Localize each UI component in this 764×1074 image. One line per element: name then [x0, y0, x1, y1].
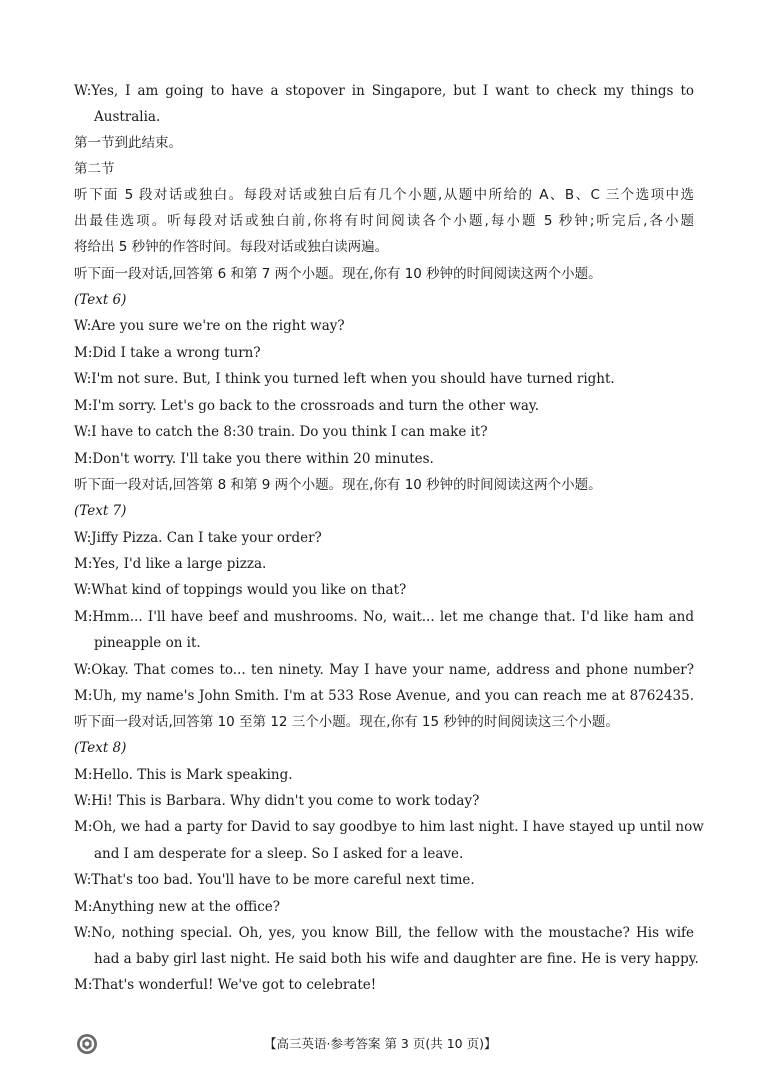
dialogue-line: W:No, nothing special. Oh, yes, you know Bill, the fellow with the moustache? His wife: [74, 925, 694, 941]
instruction-line: 听下面一段对话,回答第 6 和第 7 两个小题。现在,你有 10 秒钟的时间阅读这两个小题。: [74, 266, 602, 282]
instruction-line: 听下面一段对话,回答第 8 和第 9 两个小题。现在,你有 10 秒钟的时间阅读这两个小题。: [74, 477, 602, 493]
dialogue-line: M:Hello. This is Mark speaking.: [74, 767, 293, 783]
dialogue-line: W:Jiffy Pizza. Can I take your order?: [74, 530, 322, 546]
text-label: (Text 7): [74, 503, 127, 519]
instruction-line: 将给出 5 秒钟的作答时间。每段对话或独白读两遍。: [74, 239, 389, 255]
page-footer: 【高三英语·参考答案 第 3 页(共 10 页)】: [264, 1036, 497, 1051]
dialogue-line: M:Yes, I'd like a large pizza.: [74, 556, 267, 572]
section-end-line: 第一节到此结束。: [74, 135, 182, 151]
dialogue-line: W:That's too bad. You'll have to be more careful next time.: [74, 872, 475, 888]
dialogue-line: M:Don't worry. I'll take you there within 20 minutes.: [74, 451, 434, 467]
dialogue-line: M:That's wonderful! We've got to celebrate!: [74, 977, 377, 993]
dialogue-line: W:What kind of toppings would you like on that?: [74, 582, 407, 598]
dialogue-line: W:Okay. That comes to... ten ninety. May I have your name, address and phone number?: [74, 662, 694, 678]
dialogue-line: W:I'm not sure. But, I think you turned left when you should have turned right.: [74, 371, 615, 387]
instruction-line: 听下面一段对话,回答第 10 至第 12 三个小题。现在,你有 15 秒钟的时间阅读这三个小题。: [74, 714, 619, 730]
text-line: W:Yes, I am going to have a stopover in Singapore, but I want to check my things to: [74, 83, 694, 99]
publisher-logo-icon: [76, 1033, 98, 1055]
dialogue-line: M:Oh, we had a party for David to say goodbye to him last night. I have stayed up until now: [74, 819, 704, 835]
dialogue-line: M:Uh, my name's John Smith. I'm at 533 Rose Avenue, and you can reach me at 8762435.: [74, 688, 694, 704]
dialogue-line: and I am desperate for a sleep. So I asked for a leave.: [94, 846, 464, 862]
dialogue-line: pineapple on it.: [94, 635, 201, 651]
dialogue-line: W:Are you sure we're on the right way?: [74, 318, 345, 334]
dialogue-line: M:I'm sorry. Let's go back to the crossroads and turn the other way.: [74, 398, 540, 414]
dialogue-line: had a baby girl last night. He said both his wife and daughter are fine. He is very happy.: [94, 951, 699, 967]
dialogue-line: W:I have to catch the 8:30 train. Do you think I can make it?: [74, 424, 488, 440]
dialogue-line: W:Hi! This is Barbara. Why didn't you come to work today?: [74, 793, 480, 809]
section-heading: 第二节: [74, 161, 115, 177]
dialogue-line: M:Anything new at the office?: [74, 899, 281, 915]
text-line: Australia.: [94, 109, 161, 125]
text-label: (Text 8): [74, 740, 127, 756]
instruction-line: 听下面 5 段对话或独白。每段对话或独白后有几个小题,从题中所给的 A、B、C 三个选项中选: [74, 187, 694, 203]
dialogue-line: M:Hmm... I'll have beef and mushrooms. No, wait... let me change that. I'd like ham and: [74, 609, 694, 625]
instruction-line: 出最佳选项。听每段对话或独白前,你将有时间阅读各个小题,每小题 5 秒钟;听完后,各小题: [74, 213, 694, 229]
text-label: (Text 6): [74, 292, 127, 308]
dialogue-line: M:Did I take a wrong turn?: [74, 345, 261, 361]
